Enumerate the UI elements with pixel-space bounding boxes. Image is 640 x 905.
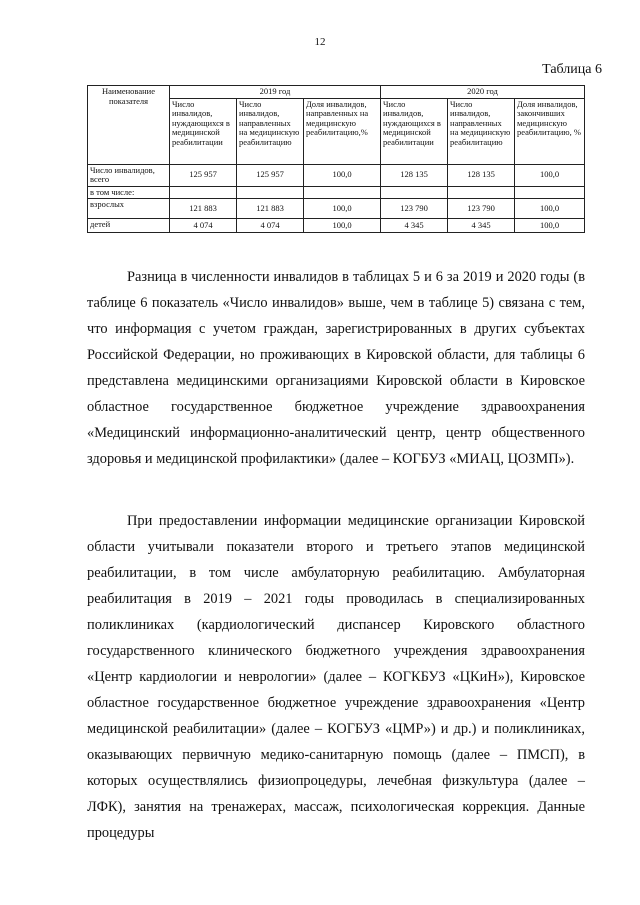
table-cell: 100,0 [304,199,381,219]
header-year-2020: 2020 год [381,86,585,99]
table-row-total [88,164,585,186]
table-cell [515,186,585,199]
table-cell: 100,0 [515,219,585,233]
table-cell: 128 135 [381,164,448,186]
subheader-2019-share: Доля инвалидов, направленных на медицинскую реабилитацию,% [304,98,381,164]
table-cell: 4 074 [237,219,304,233]
table-row-including [88,186,585,199]
subheader-2020-share: Доля инвалидов, закончивших медицинскую реабилитацию, % [515,98,585,164]
subheader-2020-sent: Число инвалидов, направленных на медицинскую реабилитацию [448,98,515,164]
row-label: Число инвалидов, всего [88,164,170,186]
table-cell: 100,0 [304,219,381,233]
table-row-children [88,219,585,233]
table-cell: 100,0 [515,199,585,219]
table-cell: 100,0 [515,164,585,186]
subheader-2019-sent: Число инвалидов, направленных на медицинскую реабилитацию [237,98,304,164]
table-cell [237,186,304,199]
table-cell: 123 790 [381,199,448,219]
disability-rehab-table [87,85,585,233]
table-cell [381,186,448,199]
body-paragraph: Разница в численности инвалидов в таблицах 5 и 6 за 2019 и 2020 годы (в таблице 6 показатель «Число инвалидов» выше, чем в таблице 5) связана с тем, что информация с учетом граждан, зарегистрированных в других субъектах Российской Федерации, но проживающих в Кировской области, для таблицы 6 представлена медицинскими организациями Кировской области в Кировское областное государственное бюджетное учреждение здравоохранения «Медицинский информационно-аналитический центр, центр общественного здоровья и медицинской профилактики» (далее – КОГБУЗ «МИАЦ, ЦОЗМП»). [87,269,585,467]
page-number: 12 [314,36,326,48]
table-cell: 121 883 [237,199,304,219]
row-label: взрослых [88,199,170,219]
table-caption: Таблица 6 [542,62,602,77]
header-indicator: Наименование показателя [88,86,170,165]
table-cell [170,186,237,199]
table-cell: 125 957 [237,164,304,186]
table-cell: 4 345 [381,219,448,233]
table-cell: 100,0 [304,164,381,186]
table-cell: 123 790 [448,199,515,219]
table-cell: 121 883 [170,199,237,219]
table-cell [304,186,381,199]
table-cell: 128 135 [448,164,515,186]
row-label: в том числе: [88,186,170,199]
table-cell: 125 957 [170,164,237,186]
table-row-adults [88,199,585,219]
row-label: детей [88,219,170,233]
table-cell: 4 345 [448,219,515,233]
subheader-2019-needing: Число инвалидов, нуждающихся в медицинской реабилитации [170,98,237,164]
body-paragraph: При предоставлении информации медицинские организации Кировской области учитывали показатели второго и третьего этапов медицинской реабилитации, в том числе амбулаторную реабилитацию. Амбулаторная реабилитация в 2019 – 2021 годы проводилась в специализированных поликлиниках (кардиологический диспансер Кировского областного государственного клинического бюджетного учреждения здравоохранения «Центр кардиологии и неврологии» (далее – КОГКБУЗ «ЦКиН»), Кировское областное государственное бюджетное учреждение здравоохранения «Центр медицинской реабилитации» (далее – КОГБУЗ «ЦМР») и др.) и поликлиниках, оказывающих первичную медико-санитарную помощь (далее – ПМСП), в которых осуществлялись физиопроцедуры, лечебная физкультура (далее – ЛФК), занятия на тренажерах, массаж, психологическая коррекция. Данные процедуры [87,513,585,841]
table-cell: 4 074 [170,219,237,233]
header-year-2019: 2019 год [170,86,381,99]
subheader-2020-needing: Число инвалидов, нуждающихся в медицинской реабилитации [381,98,448,164]
table-cell [448,186,515,199]
